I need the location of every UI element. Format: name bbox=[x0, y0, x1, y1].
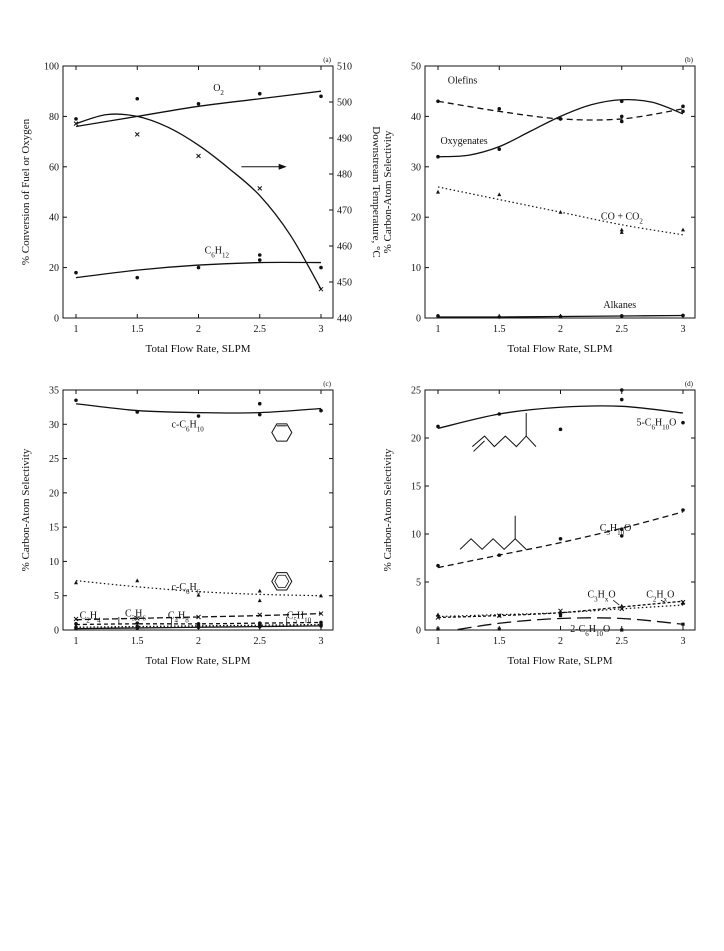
label-part: 6 bbox=[585, 629, 589, 638]
y2-axis-label: Downstream Temperature, °C bbox=[370, 126, 382, 258]
data-point bbox=[681, 228, 685, 232]
x-tick-label: 2 bbox=[558, 636, 563, 647]
y-tick-label: 100 bbox=[44, 61, 59, 73]
x-tick-label: 1.5 bbox=[493, 324, 506, 335]
label-part: H bbox=[609, 523, 618, 535]
label-part: C bbox=[204, 245, 212, 257]
series-line bbox=[438, 100, 683, 157]
series bbox=[436, 614, 684, 638]
x-tick-label: 2 bbox=[196, 324, 201, 335]
series-label bbox=[213, 83, 224, 97]
data-point bbox=[319, 624, 323, 628]
y-tick-label: 0 bbox=[416, 625, 421, 637]
data-point bbox=[135, 626, 139, 630]
x-tick-label: 1 bbox=[73, 324, 79, 335]
series bbox=[74, 246, 323, 280]
x-tick-label: 1.5 bbox=[131, 324, 144, 335]
data-point bbox=[436, 99, 440, 103]
label-part: 2 bbox=[86, 616, 90, 625]
y-tick-label: 60 bbox=[49, 162, 59, 174]
data-point bbox=[436, 155, 440, 159]
data-point bbox=[74, 622, 78, 626]
chart-panel bbox=[382, 56, 695, 355]
series-label bbox=[168, 610, 189, 624]
data-point bbox=[681, 314, 685, 318]
data-point bbox=[559, 315, 563, 319]
data-point bbox=[74, 627, 78, 631]
data-point bbox=[497, 192, 501, 196]
data-point bbox=[74, 580, 78, 584]
data-point bbox=[620, 314, 624, 318]
data-point bbox=[258, 589, 262, 593]
label-part: 8 bbox=[185, 616, 189, 625]
series-label bbox=[205, 246, 230, 260]
label-part: H bbox=[654, 417, 663, 429]
data-point bbox=[258, 625, 262, 629]
series-label bbox=[172, 420, 205, 434]
label-part: CO + CO bbox=[600, 211, 640, 223]
plot-frame bbox=[425, 66, 695, 318]
y-tick-label: 30 bbox=[411, 162, 421, 174]
label-part: 6 bbox=[651, 423, 655, 432]
label-part: H bbox=[189, 419, 197, 431]
x-tick-label: 3 bbox=[680, 324, 686, 335]
series bbox=[436, 300, 685, 319]
data-point bbox=[497, 315, 501, 319]
x-axis-label: Total Flow Rate, SLPM bbox=[145, 655, 251, 667]
x-tick-label: 3 bbox=[318, 636, 324, 647]
data-point bbox=[436, 425, 440, 429]
y-tick-label: 20 bbox=[49, 488, 59, 500]
label-part: C bbox=[286, 610, 294, 622]
label-part: C bbox=[646, 589, 653, 601]
data-point bbox=[436, 627, 439, 630]
y-axis-label: % Carbon-Atom Selectivity bbox=[382, 448, 394, 572]
label-part: 2-C bbox=[570, 623, 586, 635]
label-part: x bbox=[663, 595, 668, 604]
label-pointer bbox=[613, 600, 619, 605]
y-tick-label: 50 bbox=[411, 61, 421, 73]
y2-tick-label: 460 bbox=[337, 241, 352, 253]
data-point bbox=[497, 107, 501, 111]
series-label bbox=[440, 136, 487, 147]
panel-label: (b) bbox=[684, 56, 693, 64]
chart-panel bbox=[20, 56, 382, 355]
series-label bbox=[570, 624, 610, 638]
data-point bbox=[258, 92, 262, 96]
series-line bbox=[76, 262, 321, 277]
x-axis-label: Total Flow Rate, SLPM bbox=[507, 655, 613, 667]
data-point bbox=[681, 421, 685, 425]
label-part: c-C bbox=[171, 419, 187, 431]
y2-tick-label: 440 bbox=[337, 313, 352, 325]
y-tick-label: 0 bbox=[54, 313, 59, 325]
label-part: 5-C bbox=[636, 417, 652, 429]
x-tick-label: 1.5 bbox=[493, 636, 506, 647]
series-line bbox=[76, 404, 321, 413]
y2-tick-label: 470 bbox=[337, 205, 352, 217]
data-point bbox=[197, 102, 201, 106]
y-tick-label: 0 bbox=[54, 625, 59, 637]
series-label bbox=[587, 589, 615, 603]
hexenal-structure bbox=[472, 436, 536, 447]
x-tick-label: 2 bbox=[558, 324, 563, 335]
series-label bbox=[172, 582, 201, 596]
data-point bbox=[620, 388, 624, 392]
data-point bbox=[319, 409, 323, 413]
label-part: 10 bbox=[617, 529, 625, 538]
label-part: 6 bbox=[186, 588, 190, 597]
series-label bbox=[601, 212, 643, 226]
label-part: H bbox=[588, 623, 597, 635]
series-line bbox=[438, 618, 683, 633]
data-point bbox=[681, 623, 684, 626]
series-label bbox=[80, 610, 101, 624]
hexenal-structure bbox=[474, 441, 485, 452]
label-part: Olefins bbox=[447, 75, 478, 87]
y-tick-label: 25 bbox=[49, 454, 59, 466]
x-tick-label: 2.5 bbox=[253, 636, 266, 647]
label-part: 4 bbox=[97, 616, 101, 625]
x-axis-label: Total Flow Rate, SLPM bbox=[507, 343, 613, 355]
x-tick-label: 3 bbox=[680, 636, 686, 647]
label-part: O bbox=[624, 523, 632, 535]
label-part: Alkanes bbox=[603, 299, 637, 311]
label-part: 10 bbox=[304, 616, 312, 625]
data-point bbox=[559, 117, 563, 121]
panel-label: (a) bbox=[323, 56, 331, 64]
label-part: 10 bbox=[596, 629, 604, 638]
x-axis-label: Total Flow Rate, SLPM bbox=[145, 343, 251, 355]
label-part: O bbox=[667, 589, 675, 601]
y2-tick-label: 500 bbox=[337, 97, 352, 109]
label-part: O bbox=[669, 417, 677, 429]
label-part: H bbox=[597, 589, 605, 601]
data-point bbox=[620, 120, 624, 124]
data-point bbox=[319, 287, 323, 291]
series-label bbox=[603, 300, 636, 311]
series bbox=[74, 83, 323, 126]
label-part: H bbox=[189, 582, 197, 594]
data-point bbox=[681, 105, 685, 109]
y-tick-label: 35 bbox=[49, 385, 59, 397]
label-part: 3 bbox=[131, 614, 136, 623]
pentanal-structure bbox=[460, 539, 526, 550]
label-part: 6 bbox=[211, 251, 215, 260]
label-part: c-C bbox=[171, 582, 187, 594]
y-tick-label: 15 bbox=[411, 481, 421, 493]
y-tick-label: 10 bbox=[411, 263, 421, 275]
label-part: C bbox=[587, 589, 595, 601]
label-part: C bbox=[79, 610, 87, 622]
label-part: H bbox=[214, 245, 223, 257]
y2-tick-label: 490 bbox=[337, 133, 352, 145]
y-tick-label: 5 bbox=[54, 591, 59, 603]
series-label bbox=[600, 523, 632, 537]
series bbox=[436, 508, 685, 567]
label-part: 6 bbox=[186, 425, 190, 434]
y-tick-label: 80 bbox=[49, 111, 59, 123]
series bbox=[436, 187, 685, 235]
data-point bbox=[197, 625, 201, 629]
y-axis-label: % Conversion of Fuel or Oxygen bbox=[20, 118, 32, 266]
series-label bbox=[646, 589, 674, 603]
label-part: 2 bbox=[220, 89, 224, 98]
data-point bbox=[258, 598, 262, 602]
label-part: H bbox=[656, 589, 664, 601]
data-point bbox=[135, 410, 139, 414]
label-part: 10 bbox=[196, 425, 204, 434]
label-part: Oxygenates bbox=[440, 136, 488, 148]
label-part: 10 bbox=[662, 423, 670, 432]
label-part: x bbox=[604, 595, 609, 604]
label-part: H bbox=[89, 610, 98, 622]
label-part: O bbox=[608, 589, 616, 601]
data-point bbox=[620, 99, 624, 103]
y-tick-label: 0 bbox=[416, 313, 421, 325]
data-point bbox=[681, 508, 685, 512]
x-tick-label: 2.5 bbox=[615, 636, 628, 647]
data-point bbox=[135, 132, 139, 136]
data-point bbox=[74, 617, 78, 621]
y2-tick-label: 510 bbox=[337, 61, 352, 73]
data-point bbox=[620, 398, 624, 402]
y-tick-label: 30 bbox=[49, 419, 59, 431]
y2-tick-label: 480 bbox=[337, 169, 352, 181]
series-label bbox=[636, 418, 676, 432]
benzene-structure bbox=[275, 575, 289, 587]
x-tick-label: 3 bbox=[318, 324, 324, 335]
series bbox=[436, 99, 685, 158]
y-tick-label: 40 bbox=[49, 212, 59, 224]
label-part: H bbox=[135, 608, 143, 620]
x-tick-label: 1 bbox=[435, 324, 441, 335]
label-part: H bbox=[296, 610, 305, 622]
data-point bbox=[319, 594, 323, 598]
data-point bbox=[620, 628, 623, 631]
y-tick-label: 10 bbox=[411, 529, 421, 541]
data-point bbox=[497, 147, 501, 151]
label-part: 2 bbox=[639, 217, 643, 226]
y-tick-label: 40 bbox=[411, 111, 421, 123]
y-axis-label: % Carbon-Atom Selectivity bbox=[20, 448, 32, 572]
label-part: C bbox=[125, 608, 132, 620]
data-point bbox=[498, 627, 501, 630]
data-point bbox=[197, 154, 201, 158]
data-point bbox=[74, 117, 78, 121]
x-tick-label: 2 bbox=[196, 636, 201, 647]
data-point bbox=[74, 271, 78, 275]
data-point bbox=[258, 258, 262, 262]
label-part: 6 bbox=[142, 614, 146, 623]
data-point bbox=[559, 614, 562, 617]
y-tick-label: 20 bbox=[411, 212, 421, 224]
label-part: 5 bbox=[293, 616, 297, 625]
data-point bbox=[74, 398, 78, 402]
x-tick-label: 1.5 bbox=[131, 636, 144, 647]
chart-panel bbox=[382, 380, 695, 667]
data-point bbox=[258, 413, 262, 417]
series-label bbox=[287, 610, 312, 624]
label-part: O bbox=[213, 83, 221, 95]
series bbox=[436, 388, 685, 431]
data-point bbox=[497, 412, 501, 416]
series-line bbox=[76, 91, 321, 126]
data-point bbox=[135, 578, 139, 582]
y-tick-label: 15 bbox=[49, 522, 59, 534]
data-point bbox=[681, 110, 685, 114]
data-point bbox=[135, 276, 139, 280]
data-point bbox=[436, 314, 440, 318]
label-part: C bbox=[167, 610, 175, 622]
data-point bbox=[497, 553, 501, 557]
series bbox=[74, 398, 323, 433]
y-tick-label: 10 bbox=[49, 556, 59, 568]
label-part: O bbox=[603, 623, 611, 635]
label-part: C bbox=[599, 523, 607, 535]
y-tick-label: 20 bbox=[411, 433, 421, 445]
data-point bbox=[258, 253, 262, 257]
data-point bbox=[135, 97, 139, 101]
x-tick-label: 1 bbox=[73, 636, 79, 647]
data-point bbox=[559, 537, 563, 541]
x-tick-label: 2.5 bbox=[253, 324, 266, 335]
y-tick-label: 20 bbox=[49, 263, 59, 275]
panel-label: (c) bbox=[323, 380, 331, 388]
label-part: 5 bbox=[606, 529, 610, 538]
panel-label: (d) bbox=[684, 380, 693, 388]
data-point bbox=[436, 190, 440, 194]
label-part: 6 bbox=[196, 588, 201, 597]
label-part: 12 bbox=[222, 251, 230, 260]
data-point bbox=[258, 402, 262, 406]
y-axis-label: % Carbon-Atom Selectivity bbox=[382, 130, 394, 254]
y-tick-label: 5 bbox=[416, 577, 421, 589]
data-point bbox=[197, 266, 201, 270]
data-point bbox=[436, 564, 440, 568]
cyclohexene-structure bbox=[272, 424, 292, 441]
data-point bbox=[620, 115, 624, 119]
y-tick-label: 25 bbox=[411, 385, 421, 397]
label-part: 4 bbox=[174, 616, 179, 625]
data-point bbox=[197, 414, 201, 418]
y2-tick-label: 450 bbox=[337, 277, 352, 289]
data-point bbox=[135, 621, 139, 625]
x-tick-label: 1 bbox=[435, 636, 441, 647]
data-point bbox=[319, 266, 323, 270]
data-point bbox=[559, 428, 563, 432]
series-label bbox=[448, 76, 478, 87]
data-point bbox=[319, 94, 323, 98]
label-part: 3 bbox=[594, 595, 598, 604]
data-point bbox=[258, 186, 262, 190]
x-tick-label: 2.5 bbox=[615, 324, 628, 335]
label-part: 2 bbox=[652, 595, 657, 604]
chart-panel bbox=[20, 380, 333, 667]
axis-arrow-head bbox=[279, 164, 287, 170]
data-point bbox=[559, 210, 563, 214]
label-part: H bbox=[178, 610, 186, 622]
